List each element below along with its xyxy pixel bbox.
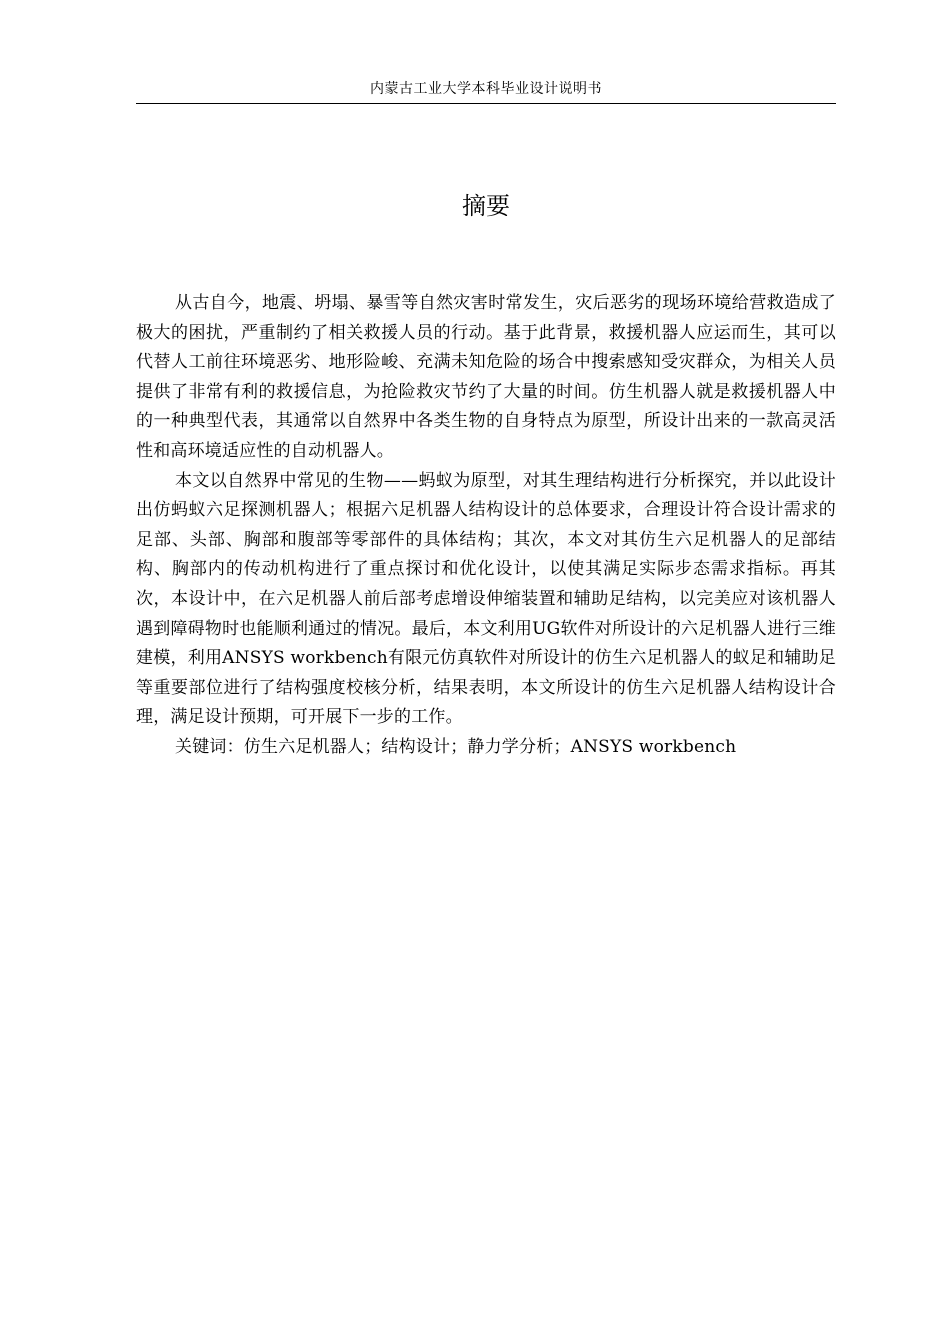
page-header: 内蒙古工业大学本科毕业设计说明书 (370, 81, 602, 97)
abstract-paragraph-2: 本文以自然界中常见的生物——蚂蚁为原型，对其生理结构进行分析探究，并以此设计出仿蚂蚁六足探测机器人；根据六足机器人结构设计的总体要求，合理设计符合设计需求的足部、头部、胸部和腹部等零部件的具体结构；其次，本文对其仿生六足机器人的足部结构、胸部内的传动机构进行了重点探讨和优化设计，以使其满足实际步态需求指标。再其次，本设计中，在六足机器人前后部考虑增设伸缩装置和辅助足结构，以完美应对该机器人遇到障碍物时也能顺利通过的情况。最后，本文利用UG软件对所设计的六足机器人进行三维建模，利用ANSYS workbench有限元仿真软件对所设计的仿生六足机器人的蚁足和辅助足等重要部位进行了结构强度校核分析，结果表明，本文所设计的仿生六足机器人结构设计合理，满足设计预期，可开展下一步的工作。 (136, 470, 836, 728)
header-divider (136, 103, 836, 104)
abstract-paragraph-1: 从古自今，地震、坍塌、暴雪等自然灾害时常发生，灾后恶劣的现场环境给营救造成了极大的困扰，严重制约了相关救援人员的行动。基于此背景，救援机器人应运而生，其可以代替人工前往环境恶劣、地形险峻、充满未知危险的场合中搜索感知受灾群众，为相关人员提供了非常有利的救援信息，为抢险救灾节约了大量的时间。仿生机器人就是救援机器人中的一种典型代表，其通常以自然界中各类生物的自身特点为原型，所设计出来的一款高灵活性和高环境适应性的自动机器人。 (136, 293, 836, 461)
abstract-body (136, 289, 836, 763)
keywords-line: 关键词：仿生六足机器人；结构设计；静力学分析；ANSYS workbench (175, 736, 737, 757)
abstract-title: 摘要 (462, 192, 510, 221)
